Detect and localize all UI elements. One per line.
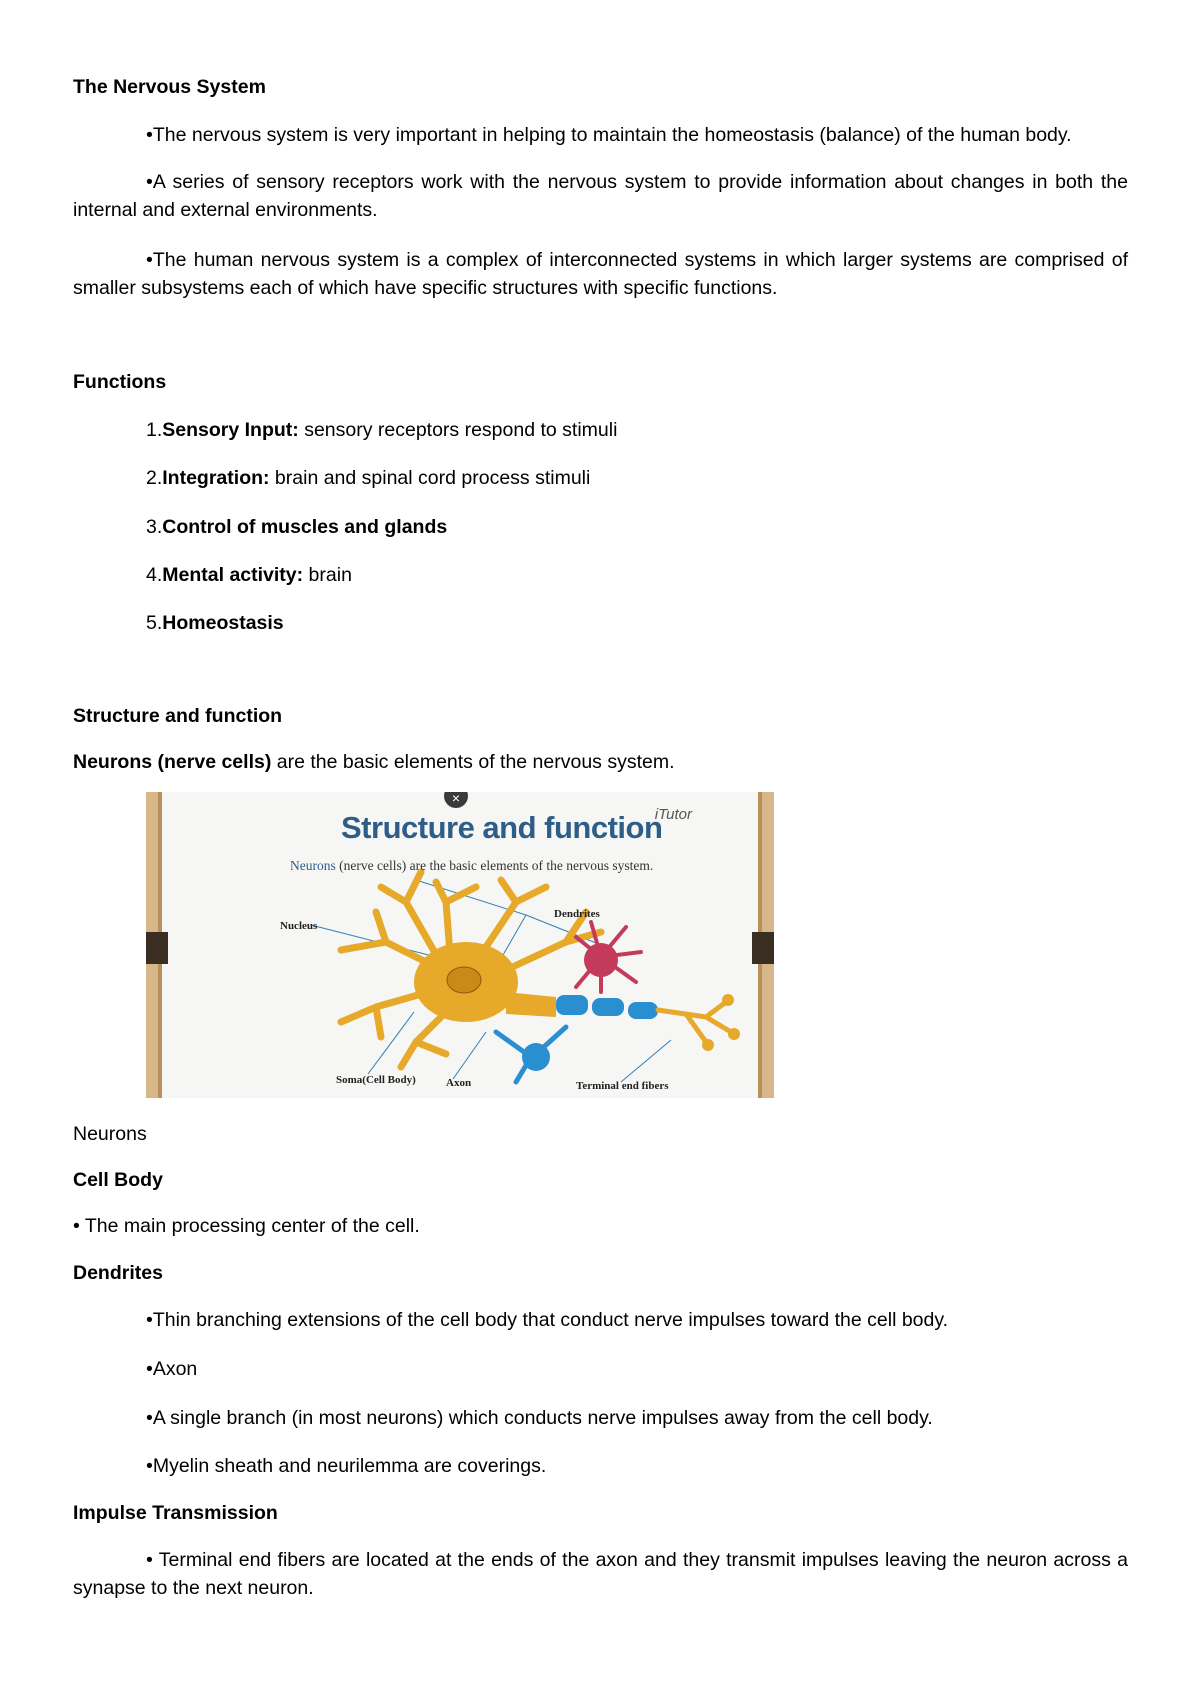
label-dendrites: Dendrites (554, 908, 600, 920)
label-axon: Axon (446, 1077, 472, 1089)
figure-subtitle-text: (nerve cells) are the basic elements of the nervous system. (335, 858, 654, 873)
function-item-1 (146, 416, 617, 444)
section-title-functions: Functions (73, 371, 167, 393)
dendrites-bullet-1: •Thin branching extensions of the cell body that conduct nerve impulses toward the cell body. (146, 1309, 949, 1331)
section-title-cell-body: Cell Body (73, 1169, 163, 1191)
section-title-impulse: Impulse Transmission (73, 1502, 278, 1524)
function-label: Control of muscles and glands (162, 516, 448, 538)
function-label: Integration: (162, 467, 270, 489)
function-text: brain and spinal cord process stimuli (269, 467, 591, 489)
close-icon[interactable]: × (444, 792, 468, 808)
section-title-dendrites: Dendrites (73, 1262, 163, 1284)
function-label: Sensory Input: (162, 419, 299, 441)
function-item-3 (146, 513, 447, 541)
figure-subtitle-bold: Neurons (290, 858, 336, 873)
dendrites-bullet-4: •Myelin sheath and neurilemma are coverings. (146, 1455, 547, 1477)
intro-bullet-3: •The human nervous system is a complex of interconnected systems in which larger systems are comprised of smaller subsystems each of which have specific structures with specific functions. (73, 249, 1128, 299)
impulse-bullet: • Terminal end fibers are located at the ends of the axon and they transmit impulses leaving the neuron across a synapse to the next neuron. (73, 1549, 1128, 1599)
function-label: Homeostasis (162, 612, 284, 634)
terminal-fibers (658, 1002, 731, 1042)
function-number: 5. (146, 612, 163, 634)
figure-title: Structure and function (341, 810, 663, 845)
function-number: 3. (146, 516, 163, 538)
section-title-structure: Structure and function (73, 705, 283, 727)
figure-caption: Neurons (73, 1123, 147, 1145)
function-item-5 (146, 609, 284, 637)
dendrites-bullet-3: •A single branch (in most neurons) which conducts nerve impulses away from the cell body. (146, 1407, 933, 1429)
terminal-bulbs (702, 994, 740, 1051)
structure-lead-bold: Neurons (nerve cells) (73, 751, 272, 773)
section-title-nervous-system: The Nervous System (73, 76, 266, 98)
function-item-4 (146, 561, 352, 589)
nucleus-shape (447, 967, 481, 993)
structure-lead (73, 748, 675, 776)
dendrites-bullet-2: •Axon (146, 1358, 198, 1380)
cell-body-bullet: • The main processing center of the cell. (73, 1215, 420, 1237)
figure-brand: iTutor (654, 806, 692, 823)
axon-hillock (506, 992, 556, 1017)
function-number: 4. (146, 564, 163, 586)
blue-neuron-soma (522, 1043, 550, 1071)
label-nucleus: Nucleus (280, 920, 318, 932)
intro-bullet-1: •The nervous system is very important in helping to maintain the homeostasis (balance) of the human body. (146, 124, 1072, 146)
function-label: Mental activity: (162, 564, 304, 586)
red-neuron-soma (584, 943, 618, 977)
figure-subtitle (290, 858, 670, 874)
intro-bullet-2: •A series of sensory receptors work with the nervous system to provide information about changes in both the internal and external environments. (73, 171, 1128, 221)
function-number: 1. (146, 419, 163, 441)
function-item-2 (146, 464, 590, 492)
axon-segments (556, 995, 658, 1019)
function-text: brain (303, 564, 352, 586)
label-soma: Soma(Cell Body) (336, 1074, 416, 1086)
function-text: sensory receptors respond to stimuli (298, 419, 618, 441)
structure-lead-text: are the basic elements of the nervous system. (271, 751, 675, 773)
function-number: 2. (146, 467, 163, 489)
neuron-figure (146, 792, 774, 1098)
label-terminal: Terminal end fibers (576, 1080, 669, 1092)
